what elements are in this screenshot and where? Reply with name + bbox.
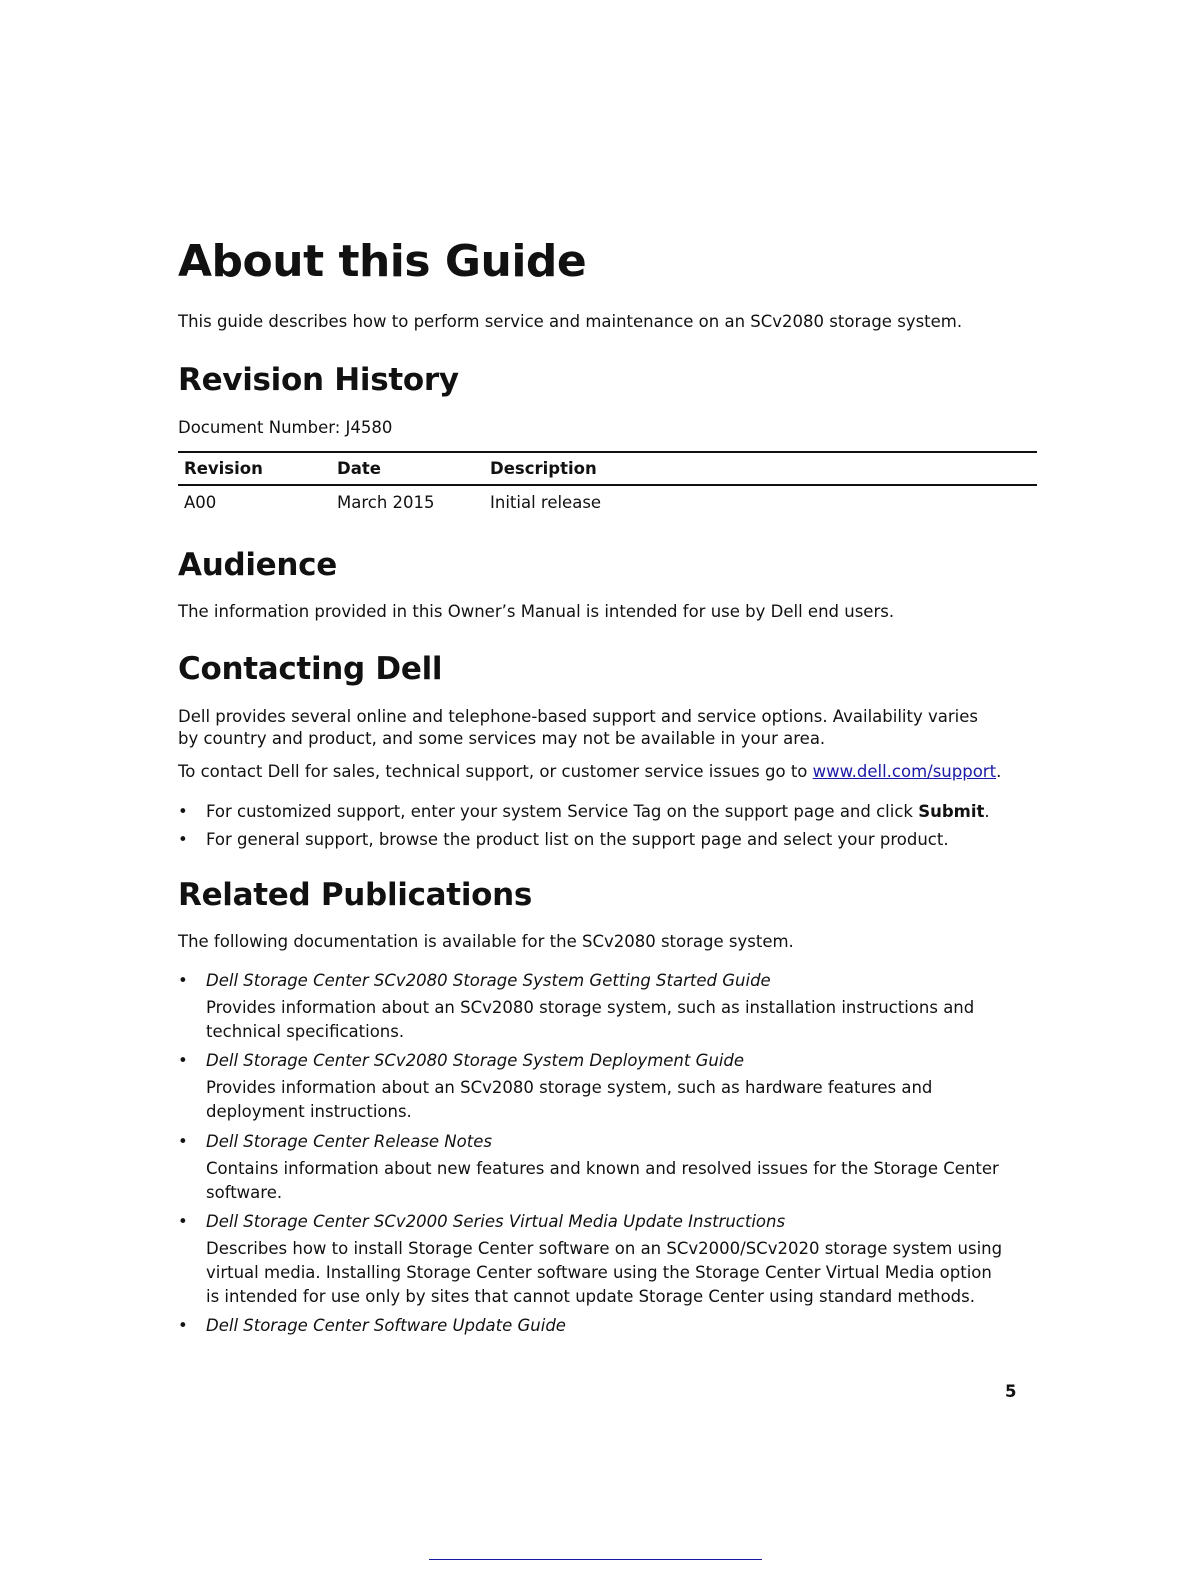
column-header-date: Date: [331, 452, 484, 485]
bullet-icon: •: [178, 802, 188, 821]
submit-label: Submit: [918, 802, 985, 821]
cell-date: March 2015: [337, 492, 435, 512]
contact-link-paragraph: [178, 761, 1038, 783]
bullet-icon: •: [178, 830, 188, 849]
publication-description: Contains information about new features and known and resolved issues for the Storage Center software.: [206, 1159, 999, 1202]
contact-text-end: .: [996, 762, 1002, 781]
bullet-icon: •: [178, 1132, 188, 1151]
audience-heading: Audience: [178, 547, 337, 583]
intro-paragraph: This guide describes how to perform service and maintenance on an SCv2080 storage system.: [178, 312, 963, 331]
related-intro: The following documentation is available for the SCv2080 storage system.: [178, 932, 794, 951]
revision-history-heading: Revision History: [178, 362, 459, 398]
page-number: 5: [1005, 1382, 1017, 1401]
publication-title: Dell Storage Center SCv2080 Storage System Deployment Guide: [206, 1051, 745, 1070]
audience-paragraph: The information provided in this Owner’s Manual is intended for use by Dell end users.: [178, 602, 895, 621]
bullet-icon: •: [178, 971, 188, 990]
publication-description: Provides information about an SCv2080 storage system, such as hardware features and deployment instructions.: [206, 1078, 933, 1121]
bullet-icon: •: [178, 1051, 188, 1070]
revision-table-header-row: [178, 452, 1037, 485]
cell-revision: A00: [184, 492, 217, 512]
publication-description: Describes how to install Storage Center software on an SCv2000/SCv2020 storage system using virtual media. Installing Storage Center software using the Storage Center Virtual Media option is intended for use only by sites that cannot update Storage Center using standard methods.: [206, 1239, 1003, 1306]
bullet-text: For customized support, enter your system Service Tag on the support page and click Submit.: [206, 802, 990, 821]
revision-table: [178, 451, 1037, 518]
cell-description: Initial release: [490, 492, 602, 512]
publication-title: Dell Storage Center Software Update Guide: [206, 1316, 566, 1335]
bullet-text: For general support, browse the product list on the support page and select your product.: [206, 830, 949, 849]
table-row: [178, 485, 1037, 518]
related-publications-heading: Related Publications: [178, 877, 533, 913]
contacting-dell-heading: Contacting Dell: [178, 651, 443, 687]
column-header-revision: Revision: [178, 452, 331, 485]
column-header-description: Description: [484, 452, 1037, 485]
bullet-icon: •: [178, 1316, 188, 1335]
page-title: About this Guide: [178, 236, 587, 287]
contact-text: To contact Dell for sales, technical support, or customer service issues go to: [178, 762, 813, 781]
contacting-paragraph: Dell provides several online and telephone-based support and service options. Availability varies by country and product, and some services may not be available in your area.: [178, 707, 978, 748]
publication-description: Provides information about an SCv2080 storage system, such as installation instructions and technical specifications.: [206, 998, 975, 1041]
bullet-icon: •: [178, 1212, 188, 1231]
publication-title: Dell Storage Center SCv2000 Series Virtual Media Update Instructions: [206, 1212, 786, 1231]
publication-title: Dell Storage Center SCv2080 Storage System Getting Started Guide: [206, 971, 771, 990]
footer-rule: [429, 1559, 762, 1560]
publication-title: Dell Storage Center Release Notes: [206, 1132, 492, 1151]
document-number: Document Number: J4580: [178, 418, 393, 437]
support-link[interactable]: www.dell.com/support: [812, 762, 997, 781]
